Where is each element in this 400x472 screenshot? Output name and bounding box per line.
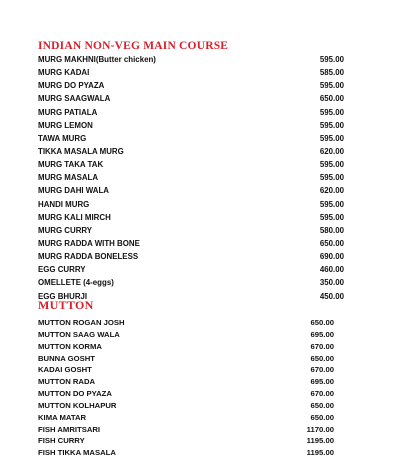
- menu-item-price: 595.00: [319, 160, 344, 170]
- menu-item-price: 695.00: [310, 329, 334, 339]
- menu-item: [0, 158, 400, 171]
- menu-item-name: KADAI GOSHT: [38, 365, 92, 375]
- menu-item: [0, 211, 400, 224]
- menu-item-price: 595.00: [319, 81, 344, 91]
- menu-item-name: MURG TAKA TAK: [38, 160, 104, 170]
- menu-item-name: MURG KADAI: [38, 68, 90, 78]
- menu-item-name: MURG LEMON: [38, 120, 93, 130]
- menu-item-price: 450.00: [319, 291, 344, 301]
- menu-item: [0, 237, 400, 250]
- menu-item-name: MUTTON KOLHAPUR: [38, 400, 117, 410]
- menu-item: [0, 388, 400, 400]
- menu-item-price: 595.00: [319, 212, 344, 222]
- menu-item-price: 650.00: [310, 400, 334, 410]
- menu-item: [0, 435, 400, 447]
- menu-item: [0, 400, 400, 412]
- menu-item-name: FISH TIKKA MASALA: [38, 448, 116, 458]
- menu-item-price: 670.00: [310, 389, 334, 399]
- menu-item: [0, 447, 400, 459]
- menu-item-name: MUTTON ROGAN JOSH: [38, 318, 125, 327]
- menu-item-name: MUTTON SAAG WALA: [38, 329, 120, 339]
- menu-item-name: MURG DO PYAZA: [38, 81, 105, 91]
- menu-item-price: 460.00: [319, 265, 344, 275]
- menu-item-name: EGG BHURJI: [38, 291, 88, 301]
- menu-item-price: 650.00: [319, 94, 344, 104]
- menu-item-price: 670.00: [310, 365, 334, 375]
- menu-item: [0, 263, 400, 276]
- menu-item-price: 585.00: [319, 68, 344, 78]
- section-heading: MUTTON: [38, 298, 94, 312]
- menu-item-price: 595.00: [319, 55, 344, 64]
- menu-item: [0, 317, 400, 329]
- menu-item: [0, 412, 400, 424]
- menu-item-name: HANDI MURG: [38, 199, 90, 209]
- menu-item-name: FISH AMRITSARI: [38, 424, 101, 434]
- menu-item-price: 670.00: [310, 341, 334, 351]
- menu-item-price: 595.00: [319, 199, 344, 209]
- menu-item-price: 650.00: [310, 353, 334, 363]
- menu-item: [0, 119, 400, 132]
- menu-item-name: MURG RADDA WITH BONE: [38, 238, 140, 248]
- menu-item-name: KIMA MATAR: [38, 412, 87, 422]
- menu-item-name: MURG RADDA BONELESS: [38, 252, 139, 262]
- menu-item-price: 1195.00: [306, 436, 334, 446]
- section-heading: INDIAN NON-VEG MAIN COURSE: [38, 40, 229, 52]
- menu-item-list: [0, 317, 400, 459]
- menu-item: [0, 224, 400, 237]
- menu-item: [0, 171, 400, 184]
- menu-item-name: MURG CURRY: [38, 225, 93, 235]
- menu-item: [0, 66, 400, 79]
- menu-item-name: EGG CURRY: [38, 265, 86, 275]
- menu-item-price: 690.00: [319, 252, 344, 262]
- menu-item-price: 350.00: [319, 278, 344, 288]
- menu-item-name: FISH CURRY: [38, 436, 85, 446]
- menu-item-price: 595.00: [319, 133, 344, 143]
- menu-item: [0, 376, 400, 388]
- menu-item-name: MURG MAKHNI(Butter chicken): [38, 55, 156, 64]
- menu-item: [0, 132, 400, 145]
- menu-item-price: 695.00: [310, 377, 334, 387]
- menu-item-list: [0, 53, 400, 303]
- menu-item: [0, 92, 400, 105]
- menu-item-name: MURG DAHI WALA: [38, 186, 110, 196]
- menu-item: [0, 353, 400, 365]
- menu-item-price: 595.00: [319, 107, 344, 117]
- menu-item: [0, 364, 400, 376]
- menu-item-price: 650.00: [310, 412, 334, 422]
- menu-item-name: TAWA MURG: [38, 133, 87, 143]
- menu-item: [0, 79, 400, 92]
- menu-item-price: 595.00: [319, 120, 344, 130]
- menu-item: [0, 53, 400, 66]
- menu-item-name: TIKKA MASALA MURG: [38, 146, 124, 156]
- menu-item: [0, 145, 400, 158]
- menu-item-name: MUTTON DO PYAZA: [38, 389, 112, 399]
- menu-item-name: MURG KALI MIRCH: [38, 212, 111, 222]
- menu-item-name: MUTTON RADA: [38, 377, 96, 387]
- menu-item: [0, 424, 400, 436]
- menu-item-price: 650.00: [310, 318, 334, 327]
- menu-item: [0, 198, 400, 211]
- menu-item-price: 580.00: [319, 225, 344, 235]
- menu-item-name: MURG PATIALA: [38, 107, 98, 117]
- menu-item-name: MURG SAAGWALA: [38, 94, 111, 104]
- menu-item: [0, 276, 400, 289]
- menu-item-price: 620.00: [319, 186, 344, 196]
- menu-item-price: 620.00: [319, 146, 344, 156]
- menu-item-price: 595.00: [319, 173, 344, 183]
- menu-item-name: MURG MASALA: [38, 173, 99, 183]
- menu-item: [0, 341, 400, 353]
- menu-item: [0, 250, 400, 263]
- menu-item-name: BUNNA GOSHT: [38, 353, 95, 363]
- menu-item-name: MUTTON KORMA: [38, 341, 102, 351]
- menu-item: [0, 184, 400, 197]
- menu-item-name: OMELLETE (4-eggs): [38, 278, 114, 288]
- menu-item-price: 1195.00: [306, 448, 334, 458]
- menu-item-price: 1170.00: [306, 424, 334, 434]
- menu-item: [0, 106, 400, 119]
- menu-item: [0, 329, 400, 341]
- menu-item-price: 650.00: [319, 238, 344, 248]
